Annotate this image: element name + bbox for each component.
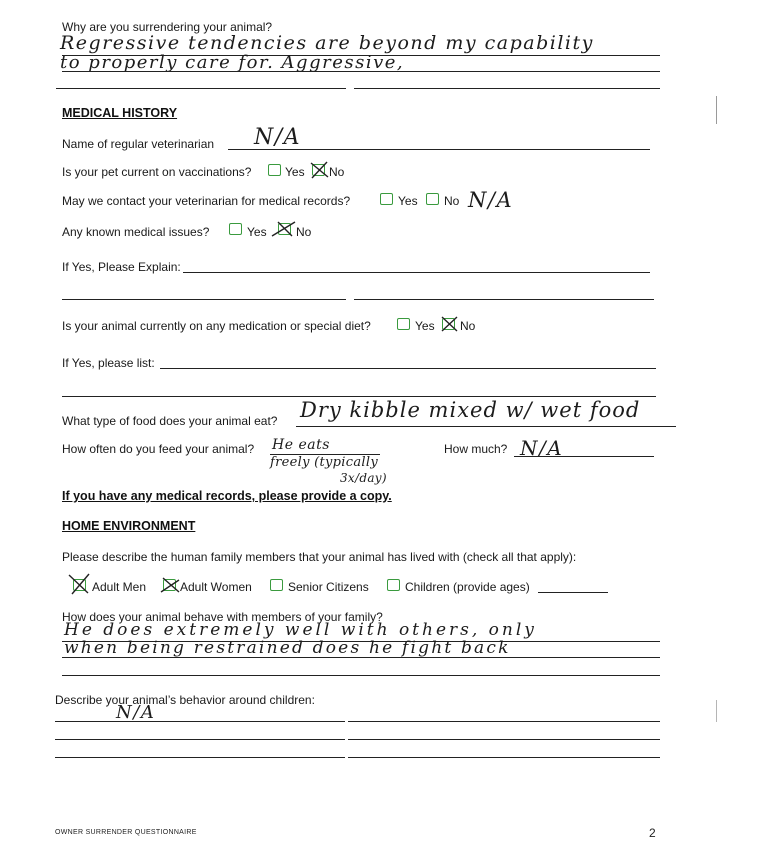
children-behavior-line [55, 757, 345, 758]
children-ages-line [538, 592, 608, 593]
medication-yes-checkbox[interactable] [397, 318, 410, 330]
feed-frequency-answer-1: He eats [272, 437, 330, 453]
medical-issues-label: Any known medical issues? [62, 225, 210, 239]
medication-label: Is your animal currently on any medication or special diet? [62, 319, 371, 333]
medical-issues-yes-checkbox[interactable] [229, 223, 242, 235]
surrender-answer-line1: Regressive tendencies are beyond my capability [60, 32, 594, 54]
medical-issues-yes-label: Yes [247, 225, 267, 239]
medication-list-line [62, 396, 656, 397]
vet-name-label: Name of regular veterinarian [62, 137, 215, 151]
medication-list-label: If Yes, please list: [62, 356, 155, 370]
check-mark-icon [71, 576, 90, 594]
children-behavior-line [348, 739, 660, 740]
family-behavior-label: How does your animal behave with members of your family? [62, 610, 383, 624]
contact-vet-no-checkbox[interactable] [426, 193, 439, 205]
surrender-question-label: Why are you surrendering your animal? [62, 20, 273, 34]
senior-citizens-checkbox[interactable] [270, 579, 283, 591]
footer-title: OWNER SURRENDER QUESTIONNAIRE [55, 829, 197, 836]
vaccinations-no-checkbox[interactable] [312, 164, 325, 176]
contact-vet-note: N/A [468, 188, 514, 212]
family-behavior-answer-line2: when being restrained does he fight back [64, 638, 511, 658]
medication-yes-label: Yes [415, 319, 435, 333]
contact-vet-yes-checkbox[interactable] [380, 193, 393, 205]
food-type-line [296, 426, 676, 427]
food-type-answer: Dry kibble mixed w/ wet food [300, 398, 641, 422]
check-mark-icon [161, 576, 180, 594]
feed-frequency-answer-2: freely (typically [270, 455, 378, 470]
feed-frequency-label: How often do you feed your animal? [62, 442, 255, 456]
explain-line [62, 299, 346, 300]
answer-line [62, 71, 660, 72]
medical-records-note: If you have any medical records, please provide a copy. [62, 489, 392, 503]
children-behavior-line [348, 757, 660, 758]
vaccinations-label: Is your pet current on vaccinations? [62, 165, 252, 179]
feed-frequency-answer-3: 3x/day) [340, 471, 387, 485]
medical-history-heading: MEDICAL HISTORY [62, 106, 178, 120]
explain-line [183, 272, 650, 273]
food-type-label: What type of food does your animal eat? [62, 414, 278, 428]
medication-no-checkbox[interactable] [442, 318, 455, 330]
children-label: Children (provide ages) [405, 580, 530, 594]
children-behavior-line [55, 739, 345, 740]
medical-issues-no-checkbox[interactable] [278, 223, 291, 235]
adult-men-checkbox[interactable] [73, 579, 86, 591]
children-behavior-answer: N/A [116, 702, 156, 723]
page-number: 2 [649, 826, 656, 840]
explain-line [354, 299, 654, 300]
children-behavior-line [348, 721, 660, 722]
check-mark-icon [310, 161, 329, 179]
medical-issues-no-label: No [296, 225, 312, 239]
surrender-answer-line2: to properly care for. Aggressive, [60, 52, 405, 73]
contact-vet-no-label: No [444, 194, 460, 208]
check-mark-icon [440, 315, 459, 333]
answer-line [56, 88, 346, 89]
family-behavior-line [62, 675, 660, 676]
contact-vet-label: May we contact your veterinarian for medical records? [62, 194, 351, 208]
how-much-answer: N/A [520, 436, 564, 460]
children-checkbox[interactable] [387, 579, 400, 591]
answer-line [354, 88, 660, 89]
vaccinations-yes-label: Yes [285, 165, 305, 179]
medication-list-line [160, 368, 656, 369]
how-much-label: How much? [444, 442, 508, 456]
senior-citizens-label: Senior Citizens [288, 580, 369, 594]
adult-women-checkbox[interactable] [163, 579, 176, 591]
children-behavior-label: Describe your animal’s behavior around children: [55, 693, 315, 707]
adult-men-label: Adult Men [92, 580, 147, 594]
scan-artifact [716, 96, 717, 124]
scan-artifact [716, 700, 717, 722]
medication-no-label: No [460, 319, 476, 333]
home-environment-heading: HOME ENVIRONMENT [62, 519, 196, 533]
family-members-label: Please describe the human family members that your animal has lived with (check all that apply): [62, 550, 577, 564]
explain-label: If Yes, Please Explain: [62, 260, 181, 274]
family-behavior-answer-line1: He does extremely well with others, only [64, 620, 537, 640]
family-behavior-line [62, 657, 660, 658]
adult-women-label: Adult Women [180, 580, 252, 594]
vaccinations-no-label: No [329, 165, 345, 179]
vaccinations-yes-checkbox[interactable] [268, 164, 281, 176]
check-mark-icon [276, 220, 295, 238]
vet-name-answer: N/A [254, 125, 302, 150]
children-behavior-line [55, 721, 345, 722]
contact-vet-yes-label: Yes [398, 194, 418, 208]
